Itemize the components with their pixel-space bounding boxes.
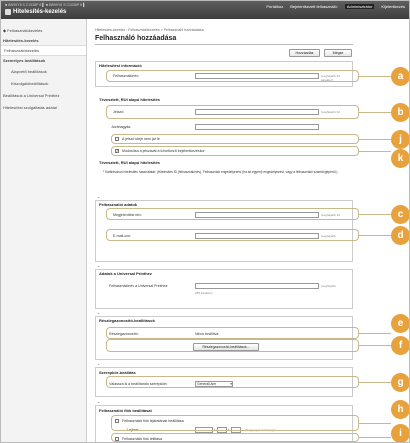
- callout-badge-i: i: [391, 424, 410, 443]
- dept-id-label: Részlegazonosító:: [109, 332, 139, 336]
- up-username-hint: (Legfeljebb: [321, 284, 336, 288]
- expiry-label: Felhasználói fiók lejáratának beállítása: [122, 419, 184, 423]
- date-label: Lejárat:: [127, 428, 139, 432]
- breadcrumb: Hitelesítés-kezelés : Felhasználókezelés > Felhasználó hozzáadása: [95, 28, 204, 32]
- callout-badge-d: d: [391, 226, 410, 245]
- disable-account-label: Felhasználói fiók letiltása: [122, 437, 162, 441]
- collapse-icon[interactable]: ⌄: [97, 361, 101, 366]
- page-title: Felhasználó hozzáadása: [95, 35, 177, 42]
- sidebar-item-user-management[interactable]: Felhasználókezelés: [1, 45, 86, 56]
- up-username-hint2: 256 karakter): [195, 291, 213, 295]
- callout-frame-c: [106, 208, 359, 220]
- callout-line: [359, 151, 391, 152]
- app-title: [5, 9, 66, 15]
- callout-badge-f: f: [391, 336, 410, 355]
- callout-badge-k: k: [391, 149, 410, 168]
- role-label: Válassza ki a beállítandó szerepkört:: [109, 382, 168, 386]
- validity-header: Felhasználói fiók beállításai: [99, 408, 152, 413]
- sidebar: [1, 19, 87, 443]
- callout-line: [359, 112, 391, 113]
- portal-link[interactable]: Portálhoz: [266, 4, 284, 9]
- auth-info-header: Hitelesítési információ: [99, 63, 142, 68]
- callout-frame-h: [111, 415, 359, 431]
- dept-id-header: Részlegazonosító-beállítások: [99, 318, 155, 323]
- callout-badge-h: h: [391, 400, 410, 419]
- callout-frame-j: [111, 134, 359, 144]
- rui-note: * Kattintsonos hitelesítés használatát: (Hitelesítés ID (felhasználónév), Felhasználó engedélyezési (ha az egyéni) engedélyezést, vagy a felhasználói számítógépéről.): [103, 170, 338, 174]
- display-name-hint: (Legfeljebb 32: [321, 213, 341, 217]
- force-change-checkbox[interactable]: ✓: [116, 149, 119, 153]
- dept-id-settings-button[interactable]: Részlegazonosító-beállítások...: [193, 343, 259, 351]
- callout-frame-i: [111, 433, 359, 442]
- chevron-down-icon: ▾: [230, 382, 232, 386]
- role-value: GeneralUser: [197, 382, 217, 386]
- callout-line: [359, 423, 391, 424]
- sidebar-item-auth-service[interactable]: Hitelesítési szolgáltatás adatai: [3, 105, 57, 110]
- top-bar: [1, 1, 410, 19]
- top-nav: [266, 4, 405, 9]
- callout-line: [359, 345, 391, 346]
- callout-frame-g: [106, 376, 359, 388]
- username-hint: (Legfeljebb 32 karakter): [321, 74, 341, 82]
- user-info-header: Felhasználói adatok: [99, 202, 138, 207]
- title-divider: [95, 44, 353, 45]
- force-change-label: Módosítsa a jelszavát a következő bejelentkezéskor: [122, 149, 205, 153]
- sidebar-item-server-settings[interactable]: Kiszolgálóbeállítások: [11, 81, 49, 86]
- callout-frame-a: [106, 70, 359, 82]
- callout-line: [359, 214, 391, 215]
- device-line: ■ 8W99Y8 S C1038P 8 ▌ ■ 8W99Y8 S C1038P 8 ▌: [5, 3, 86, 7]
- collapse-icon[interactable]: ⌄: [97, 399, 101, 404]
- callout-frame-f: [106, 339, 359, 352]
- password-hint: (Legfeljebb 32: [321, 110, 341, 114]
- up-username-input[interactable]: [195, 283, 319, 289]
- callout-badge-a: a: [391, 67, 410, 86]
- up-username-label: Felhasználónév a Universal Printhez:: [109, 284, 169, 288]
- sidebar-item-personal-settings[interactable]: Személyes beállítások: [3, 58, 46, 63]
- callout-frame-d: [106, 229, 359, 241]
- rui-header: Tévesztett, RUI alapú hitelesítés: [99, 160, 160, 165]
- dept-id-value: Nincs beállítva: [195, 332, 219, 336]
- add-button[interactable]: Hozzáadás: [289, 49, 320, 57]
- sidebar-item-auth-management[interactable]: Hitelesítés-kezelés: [3, 38, 39, 43]
- display-name-label: Megjelenítési név:: [113, 213, 142, 217]
- confirm-label: Jóváhagyás:: [111, 125, 132, 129]
- collapse-icon[interactable]: ⌄: [97, 263, 101, 268]
- callout-frame-k: [111, 146, 359, 156]
- date-hint: (Négyjegyű év/kétjegyű: [245, 428, 277, 432]
- email-label: E-mail-cím:: [113, 234, 132, 238]
- callout-badge-c: c: [391, 205, 410, 224]
- callout-line: [359, 139, 391, 140]
- date-separator: /: [214, 428, 215, 432]
- callout-frame-e: [106, 327, 359, 339]
- callout-line: [359, 76, 391, 77]
- callout-line: [359, 437, 391, 438]
- callout-badge-g: g: [391, 373, 410, 392]
- collapse-icon[interactable]: ⌄: [97, 194, 101, 199]
- callout-badge-j: j: [391, 130, 410, 149]
- sidebar-item-user-management-top[interactable]: ◆ Felhasználókezelés: [3, 28, 43, 33]
- email-hint: (Legfeljebb: [321, 234, 336, 238]
- role-header: Szerepkör-beállítás: [99, 370, 136, 375]
- callout-line: [359, 235, 391, 236]
- cancel-button[interactable]: Mégse: [324, 49, 352, 57]
- callout-badge-e: e: [391, 314, 410, 333]
- callout-badge-b: b: [391, 103, 410, 122]
- callout-frame-b: [106, 105, 359, 119]
- app-title-text: Hitelesítés-kezelés: [13, 9, 67, 15]
- no-expiry-label: A jelszó ideje nem jár le: [122, 137, 160, 141]
- sidebar-item-universal-print[interactable]: Beállítások a Universal Printhez: [3, 93, 60, 98]
- home-icon[interactable]: [5, 9, 11, 15]
- collapse-icon[interactable]: ⌄: [97, 310, 101, 315]
- logged-in-label: Bejelentkezett felhasználó:: [290, 4, 338, 9]
- logout-link[interactable]: Kijelentkezés: [381, 4, 405, 9]
- username-label: Felhasználónév:: [113, 74, 140, 78]
- logged-in-user: Adminisztrátor: [346, 4, 373, 9]
- password-label: Jelszó:: [113, 110, 125, 114]
- confirm-input[interactable]: [195, 124, 319, 130]
- password-header: Tévesztett, RUI alapú hitelesítés: [99, 97, 160, 102]
- sidebar-item-basic-settings[interactable]: Alapvető beállítások: [11, 69, 47, 74]
- callout-line: [359, 333, 391, 334]
- date-separator: /: [228, 428, 229, 432]
- callout-line: [359, 382, 391, 383]
- universal-print-header: Adatok a Universal Printhez: [99, 271, 152, 276]
